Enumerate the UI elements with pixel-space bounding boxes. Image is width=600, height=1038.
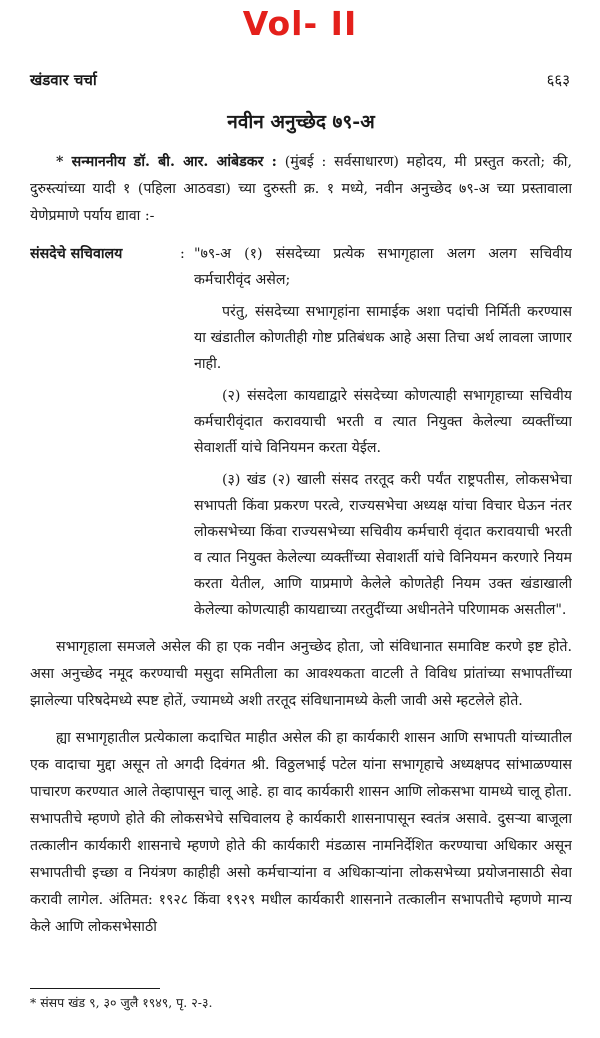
motion-label: संसदेचे सचिवालय (30, 246, 123, 262)
section-title: खंडवार चर्चा (30, 71, 97, 89)
motion-clause-1: "७९-अ (१) संसदेच्या प्रत्येक सभागृहाला अलग अलग सचिवीय कर्मचारीवृंद असेल; (194, 246, 572, 288)
footnote-rule (30, 988, 160, 989)
intro-paragraph (30, 149, 572, 230)
volume-label: Vol- II (242, 4, 358, 43)
motion-clause-2: (२) संसदेला कायद्याद्वारे संसदेच्या कोणत्याही सभागृहाच्या सचिवीय कर्मचारीवृंदात करावयाची भरती व त्यात नियुक्त केलेल्या व्यक्तींच्या सेवाशर्ती यांचे विनियमन करता येईल. (194, 388, 572, 456)
body-paragraph-1: सभागृहाला समजले असेल की हा एक नवीन अनुच्छेद होता, जो संविधानात समाविष्ट करणे इष्ट होते. असा अनुच्छेद नमूद करण्याची मसुदा समितीला का आवश्यकता वाटली ते विविध प्रांतांच्या सभापतींच्या झालेल्या परिषदेमध्ये स्पष्ट होतें, ज्यामध्ये अशी तरतूद संविधानामध्ये केली जावी असे म्हटलेले होते. (30, 639, 572, 709)
motion-text (194, 241, 572, 629)
motion-proviso: परंतु, संसदेच्या सभागृहांना सामाईक अशा पदांची निर्मिती करण्यास या खंडातील कोणतीही गोष्ट प्रतिबंधक आहे असा तिचा अर्थ लावला जाणार नाही. (194, 304, 572, 372)
footnote: * संसप खंड ९, ३० जुलै १९४९, पृ. २-३. (30, 995, 213, 1010)
page-number: ६६३ (546, 71, 570, 89)
motion-block (30, 241, 572, 629)
speaker-name: * सन्माननीय डॉ. बी. आर. आंबेडकर : (56, 154, 277, 170)
page-content (30, 108, 572, 988)
article-title: नवीन अनुच्छेद ७९-अ (227, 111, 375, 133)
intro-text: (मुंबई : सर्वसाधारण) महोदय, मी प्रस्तुत करतो; की, दुरुस्त्यांच्या यादी १ (पहिला आठवडा) च्या दुरुस्ती क्र. १ मध्ये, नवीन अनुच्छेद ७९-अ च्या प्रस्तावाला येणेप्रमाणे पर्याय द्यावा :- (30, 154, 572, 224)
motion-clause-3: (३) खंड (२) खाली संसद तरतूद करी पर्यंत राष्ट्रपतीस, लोकसभेचा सभापती किंवा प्रकरण परत्वे, राज्यसभेचा अध्यक्ष यांचा विचार घेऊन नंतर लोकसभेच्या किंवा राज्यसभेच्या सचिवीय कर्मचारी वृंदात करावयाची भरती व त्यात नियुक्त केलेल्या व्यक्तींच्या सेवाशर्ती यांचे विनियमन करणारे नियम करता येतील, आणि याप्रमाणे केलेले कोणतेही नियम उक्त खंडाखाली केलेल्या कोणत्याही कायद्याच्या तरतुदींच्या अधीनतेने परिणामक असतील". (194, 472, 572, 618)
running-header (30, 70, 570, 90)
body-paragraph-2: ह्या सभागृहातील प्रत्येकाला कदाचित माहीत असेल की हा कार्यकारी शासन आणि सभापती यांच्यातील एक वादाचा मुद्दा असून तो अगदी दिवंगत श्री. विठ्ठलभाई पटेल यांना सभागृहाचे अध्यक्षपद सांभाळण्यास पाचारण करण्यात आले तेव्हापासून चालू आहे. हा वाद कार्यकारी शासन आणि लोकसभा यामध्ये चालू होता. सभापतीचे म्हणणे होते की लोकसभेचे सचिवालय हे कार्यकारी शासनापासून स्वतंत्र असावे. दुसऱ्या बाजूला तत्कालीन कार्यकारी शासनाचे म्हणणे होते की कार्यकारी मंडळास नामनिर्देशित करण्याचा अधिकार असून सभापतीची इच्छा व नियंत्रण काहीही असो कर्मचाऱ्यांना व अधिकाऱ्यांना लोकसभेच्या प्रयोजनासाठी सेवा करावी लागेल. अंतिमत: १९२८ किंवा १९२९ मधील कार्यकारी शासनाने तत्कालीन सभापतीचे म्हणणे मान्य केले आणि लोकसभेसाठी (30, 730, 572, 935)
motion-colon: : (180, 246, 185, 262)
